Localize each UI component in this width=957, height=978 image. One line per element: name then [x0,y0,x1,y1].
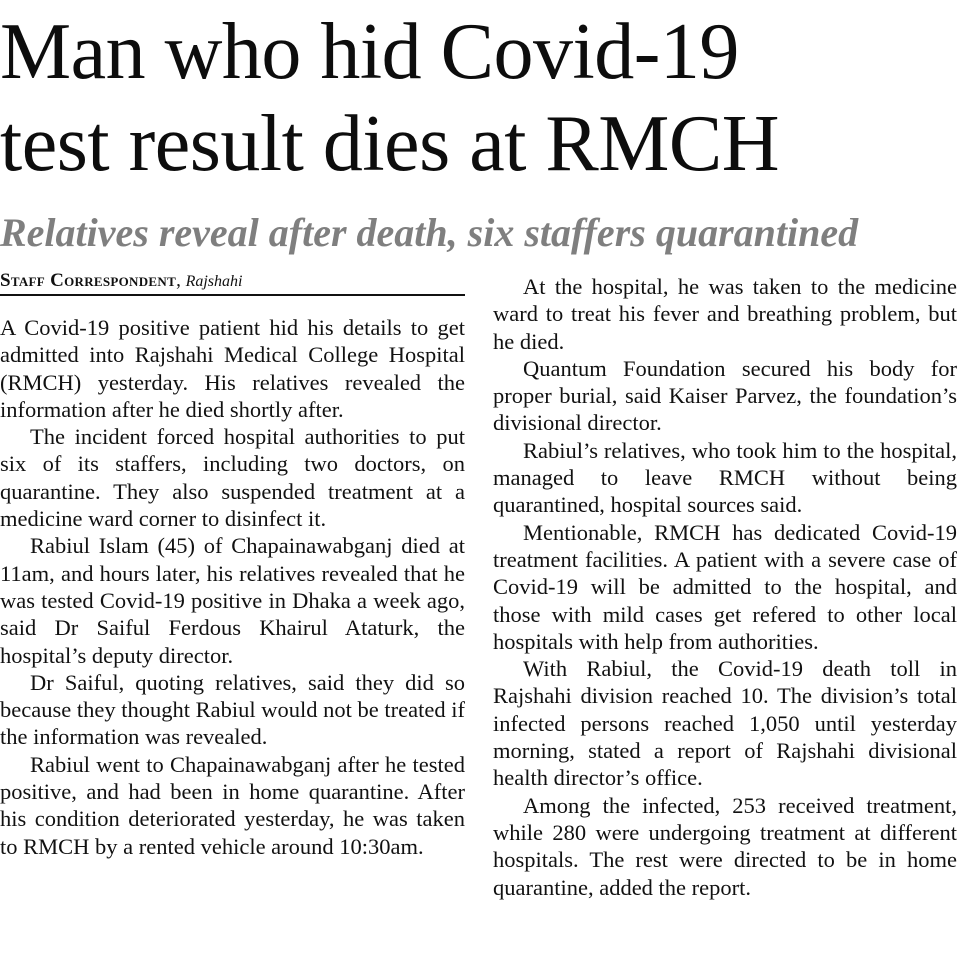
article-column-right [493,273,957,901]
article-column-left [0,314,465,860]
paragraph: Rabiul Islam (45) of Chapainawabganj died at 11am, and hours later, his relatives revealed that he was tested Covid-19 positive in Dhaka a week ago, said Dr Saiful Ferdous Khairul Ataturk, the hospital’s deputy director. [0,533,465,668]
paragraph: Mentionable, RMCH has dedicated Covid-19 treatment facilities. A patient with a severe case of Covid-19 will be admitted to the hospital, and those with mild cases get refered to other local hospitals with help from authorities. [493,519,957,654]
paragraph: The incident forced hospital authorities to put six of its staffers, including two doctors, on quarantine. They also suspended treatment at a medicine ward corner to disinfect it. [0,424,465,532]
byline [0,268,465,296]
paragraph: Rabiul’s relatives, who took him to the hospital, managed to leave RMCH without being quarantined, hospital sources said. [493,437,957,518]
paragraph: A Covid-19 positive patient hid his details to get admitted into Rajshahi Medical College Hospital (RMCH) yesterday. His relatives revealed the information after he died shortly after. [0,315,465,422]
paragraph: Rabiul went to Chapainawabganj after he tested positive, and had been in home quarantine. After his condition deteriorated yesterday, he was taken to RMCH by a rented vehicle around 10:30am. [0,751,465,859]
paragraph: Quantum Foundation secured his body for proper burial, said Kaiser Parvez, the foundation’s divisional director. [493,355,957,436]
byline-separator: , [176,270,181,291]
subheadline: Relatives reveal after death, six staffers quarantined [0,210,859,255]
paragraph: Dr Saiful, quoting relatives, said they did so because they thought Rabiul would not be treated if the information was revealed. [0,669,465,750]
headline-line-2: test result dies at RMCH [0,100,780,188]
byline-location: Rajshahi [185,273,243,290]
headline-line-1: Man who hid Covid-19 [0,8,739,96]
paragraph: With Rabiul, the Covid-19 death toll in Rajshahi division reached 10. The division’s total infected persons reached 1,050 until yesterday morning, stated a report of Rajshahi divisional health director’s office. [493,656,957,791]
byline-author: Staff Correspondent [0,270,177,291]
paragraph: Among the infected, 253 received treatment, while 280 were undergoing treatment at different hospitals. The rest were directed to be in home quarantine, added the report. [493,792,957,900]
headline [0,6,957,190]
paragraph: At the hospital, he was taken to the medicine ward to treat his fever and breathing problem, but he died. [493,274,957,354]
